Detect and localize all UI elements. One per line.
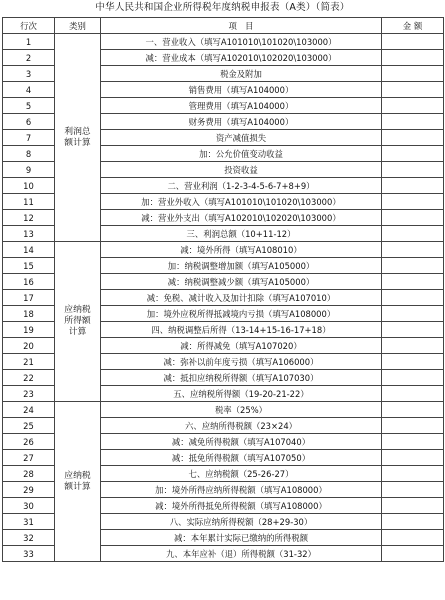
row-number: 22 xyxy=(3,370,55,386)
row-number: 30 xyxy=(3,498,55,514)
row-item: 减：营业成本（填写A102010\102020\103000） xyxy=(101,50,382,66)
amount-cell[interactable] xyxy=(382,338,444,354)
amount-cell[interactable] xyxy=(382,258,444,274)
row-item: 投资收益 xyxy=(101,162,382,178)
row-number: 31 xyxy=(3,514,55,530)
amount-cell[interactable] xyxy=(382,178,444,194)
row-number: 12 xyxy=(3,210,55,226)
row-item: 加：纳税调整增加额（填写A105000） xyxy=(101,258,382,274)
amount-cell[interactable] xyxy=(382,546,444,562)
row-item: 资产减值损失 xyxy=(101,130,382,146)
category-profit: 利润总额计算 xyxy=(55,34,101,242)
row-item: 一、营业收入（填写A101010\101020\103000） xyxy=(101,34,382,50)
tax-return-table xyxy=(2,17,444,562)
table-row xyxy=(3,402,444,418)
row-item: 四、纳税调整后所得（13-14+15-16-17+18） xyxy=(101,322,382,338)
row-number: 27 xyxy=(3,450,55,466)
row-item: 减：免税、减计收入及加计扣除（填写A107010） xyxy=(101,290,382,306)
form-title: 中华人民共和国企业所得税年度纳税申报表（A类）（简表） xyxy=(95,2,350,13)
row-number: 18 xyxy=(3,306,55,322)
amount-cell[interactable] xyxy=(382,82,444,98)
amount-cell[interactable] xyxy=(382,434,444,450)
header-item: 项 目 xyxy=(101,18,382,34)
amount-cell[interactable] xyxy=(382,66,444,82)
row-number: 9 xyxy=(3,162,55,178)
row-item: 加：境外所得应纳所得税额（填写A108000） xyxy=(101,482,382,498)
row-item: 减：所得减免（填写A107020） xyxy=(101,338,382,354)
row-number: 6 xyxy=(3,114,55,130)
row-number: 5 xyxy=(3,98,55,114)
category-taxable-income: 应纳税所得额计算 xyxy=(55,242,101,402)
row-number: 26 xyxy=(3,434,55,450)
row-number: 29 xyxy=(3,482,55,498)
row-item: 减：本年累计实际已缴纳的所得税额 xyxy=(101,530,382,546)
row-item: 七、应纳税额（25-26-27） xyxy=(101,466,382,482)
amount-cell[interactable] xyxy=(382,402,444,418)
row-number: 28 xyxy=(3,466,55,482)
table-row xyxy=(3,34,444,50)
amount-cell[interactable] xyxy=(382,466,444,482)
row-item: 加：公允价值变动收益 xyxy=(101,146,382,162)
row-number: 3 xyxy=(3,66,55,82)
row-number: 23 xyxy=(3,386,55,402)
row-item: 八、实际应纳所得税额（28+29-30） xyxy=(101,514,382,530)
row-item: 减：抵免所得税额（填写A107050） xyxy=(101,450,382,466)
amount-cell[interactable] xyxy=(382,306,444,322)
row-number: 15 xyxy=(3,258,55,274)
row-number: 25 xyxy=(3,418,55,434)
row-number: 19 xyxy=(3,322,55,338)
amount-cell[interactable] xyxy=(382,418,444,434)
row-item: 六、应纳所得税额（23×24） xyxy=(101,418,382,434)
row-number: 2 xyxy=(3,50,55,66)
row-item: 税率（25%） xyxy=(101,402,382,418)
amount-cell[interactable] xyxy=(382,322,444,338)
amount-cell[interactable] xyxy=(382,482,444,498)
row-item: 减：减免所得税额（填写A107040） xyxy=(101,434,382,450)
row-number: 21 xyxy=(3,354,55,370)
amount-cell[interactable] xyxy=(382,290,444,306)
row-item: 管理费用（填写A104000） xyxy=(101,98,382,114)
row-item: 九、本年应补（退）所得税额（31-32） xyxy=(101,546,382,562)
row-item: 减：抵扣应纳税所得额（填写A107030） xyxy=(101,370,382,386)
row-number: 24 xyxy=(3,402,55,418)
header-row-no: 行次 xyxy=(3,18,55,34)
amount-cell[interactable] xyxy=(382,114,444,130)
amount-cell[interactable] xyxy=(382,386,444,402)
row-item: 减：境外所得抵免所得税额（填写A108000） xyxy=(101,498,382,514)
amount-cell[interactable] xyxy=(382,210,444,226)
amount-cell[interactable] xyxy=(382,242,444,258)
amount-cell[interactable] xyxy=(382,34,444,50)
amount-cell[interactable] xyxy=(382,370,444,386)
row-number: 32 xyxy=(3,530,55,546)
table-header-row xyxy=(3,18,444,34)
amount-cell[interactable] xyxy=(382,194,444,210)
header-amount: 金 额 xyxy=(382,18,444,34)
row-number: 8 xyxy=(3,146,55,162)
amount-cell[interactable] xyxy=(382,354,444,370)
row-item: 五、应纳税所得额（19-20-21-22） xyxy=(101,386,382,402)
amount-cell[interactable] xyxy=(382,50,444,66)
row-item: 加：营业外收入（填写A101010\101020\103000） xyxy=(101,194,382,210)
table-row xyxy=(3,242,444,258)
row-number: 20 xyxy=(3,338,55,354)
amount-cell[interactable] xyxy=(382,530,444,546)
row-number: 7 xyxy=(3,130,55,146)
row-item: 减：弥补以前年度亏损（填写A106000） xyxy=(101,354,382,370)
amount-cell[interactable] xyxy=(382,274,444,290)
row-number: 10 xyxy=(3,178,55,194)
row-item: 三、利润总额（10+11-12） xyxy=(101,226,382,242)
row-item: 减：境外所得（填写A108010） xyxy=(101,242,382,258)
header-category: 类别 xyxy=(55,18,101,34)
row-item: 减：营业外支出（填写A102010\102020\103000） xyxy=(101,210,382,226)
row-number: 1 xyxy=(3,34,55,50)
row-item: 加：境外应税所得抵减境内亏损（填写A108000） xyxy=(101,306,382,322)
row-number: 17 xyxy=(3,290,55,306)
amount-cell[interactable] xyxy=(382,498,444,514)
amount-cell[interactable] xyxy=(382,450,444,466)
amount-cell[interactable] xyxy=(382,130,444,146)
row-item: 销售费用（填写A104000） xyxy=(101,82,382,98)
row-number: 11 xyxy=(3,194,55,210)
category-tax-payable: 应纳税额计算 xyxy=(55,402,101,562)
amount-cell[interactable] xyxy=(382,146,444,162)
amount-cell[interactable] xyxy=(382,162,444,178)
row-number: 33 xyxy=(3,546,55,562)
row-number: 13 xyxy=(3,226,55,242)
row-item: 二、营业利润（1-2-3-4-5-6-7+8+9） xyxy=(101,178,382,194)
amount-cell[interactable] xyxy=(382,514,444,530)
amount-cell[interactable] xyxy=(382,98,444,114)
row-number: 4 xyxy=(3,82,55,98)
row-item: 财务费用（填写A104000） xyxy=(101,114,382,130)
row-item: 减：纳税调整减少额（填写A105000） xyxy=(101,274,382,290)
row-number: 14 xyxy=(3,242,55,258)
row-item: 税金及附加 xyxy=(101,66,382,82)
amount-cell[interactable] xyxy=(382,226,444,242)
row-number: 16 xyxy=(3,274,55,290)
